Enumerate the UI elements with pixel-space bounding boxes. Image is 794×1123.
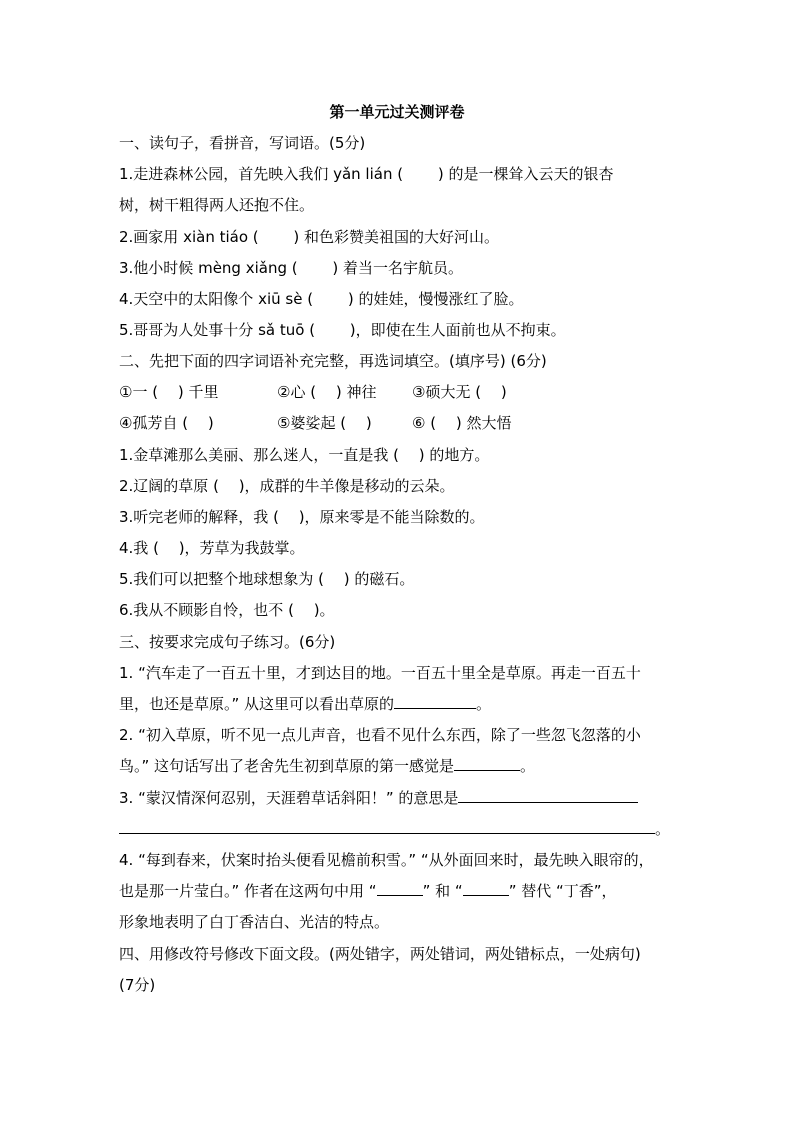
section3-q4-text-c: ” 替代 “丁香”，: [508, 882, 617, 900]
idiom-option-6: ⑥ ( ) 然大悟: [412, 414, 512, 432]
section3-q1-text: 里，也还是草原。” 从这里可以看出草原的: [119, 695, 395, 713]
section3-q2-line2: [119, 754, 535, 778]
section2-q4: 4.我 ( )，芳草为我鼓掌。: [119, 539, 305, 557]
section3-q3-end: 。: [655, 820, 671, 838]
section3-q3-text: 3. “蒙汉情深何忍别，天涯碧草话斜阳！” 的意思是: [119, 789, 459, 807]
section3-q4-line3: 形象地表明了白丁香洁白、光洁的特点。: [119, 913, 390, 931]
idiom-option-5: ⑤婆娑起 ( ): [277, 414, 372, 432]
idiom-options-row2: [119, 411, 511, 435]
section2-q6: 6.我从不顾影自怜，也不 ( )。: [119, 601, 335, 619]
section4-heading: 四、用修改符号修改下面文段。(两处错字，两处错词，两处错标点，一处病句): [119, 945, 641, 963]
section4-heading-line2: (7分): [119, 976, 156, 994]
section3-q1-end: 。: [476, 695, 492, 713]
section1-q4: 4.天空中的太阳像个 xiū sè ( ) 的娃娃，慢慢涨红了脸。: [119, 290, 524, 308]
section2-q5: 5.我们可以把整个地球想象为 ( ) 的磁石。: [119, 570, 415, 588]
answer-blank-long[interactable]: [119, 817, 655, 834]
section3-q4-text-b: ” 和 “: [422, 882, 463, 900]
answer-blank[interactable]: [394, 692, 476, 709]
section1-q1-line1: 1.走进森林公园，首先映入我们 yǎn lián ( ) 的是一棵耸入云天的银杏: [119, 165, 614, 183]
section3-q2-line1: 2. “初入草原，听不见一点儿声音，也看不见什么东西，除了一些忽飞忽落的小: [119, 726, 641, 744]
section3-heading: 三、按要求完成句子练习。(6分): [119, 633, 336, 651]
section2-q3: 3.听完老师的解释，我 ( )，原来零是不能当除数的。: [119, 508, 485, 526]
section2-q1: 1.金草滩那么美丽、那么迷人，一直是我 ( ) 的地方。: [119, 446, 490, 464]
section1-q5: 5.哥哥为人处事十分 sǎ tuō ( )，即使在生人面前也从不拘束。: [119, 321, 566, 339]
idiom-option-3: ③硕大无 ( ): [412, 383, 507, 401]
section1-q2: 2.画家用 xiàn tiáo ( ) 和色彩赞美祖国的大好河山。: [119, 228, 500, 246]
section1-q1-line2: 树，树干粗得两人还抱不住。: [119, 196, 315, 214]
idiom-option-2: ②心 ( ) 神往: [277, 383, 377, 401]
idiom-option-1: ①一 ( ) 千里: [119, 383, 219, 401]
section3-q4-line2: [119, 879, 617, 903]
section3-q2-text: 鸟。” 这句话写出了老舍先生初到草原的第一感觉是: [119, 757, 455, 775]
answer-blank[interactable]: [377, 879, 423, 896]
section3-q3-line1: [119, 786, 638, 810]
section3-q2-end: 。: [520, 757, 536, 775]
section3-q1-line1: 1. “汽车走了一百五十里，才到达目的地。一百五十里全是草原。再走一百五十: [119, 664, 641, 682]
section2-q2: 2.辽阔的草原 ( )，成群的牛羊像是移动的云朵。: [119, 477, 455, 495]
section3-q4-text-a: 也是那一片莹白。” 作者在这两句中用 “: [119, 882, 377, 900]
section2-heading: 二、先把下面的四字词语补充完整，再选词填空。(填序号) (6分): [119, 352, 547, 370]
answer-blank[interactable]: [458, 786, 638, 803]
page-title: 第一单元过关测评卷: [329, 103, 465, 121]
answer-blank[interactable]: [454, 754, 520, 771]
section3-q3-line2: [119, 817, 670, 841]
idiom-options-row1: [119, 380, 507, 404]
section3-q1-line2: [119, 692, 491, 716]
section1-heading: 一、读句子，看拼音，写词语。(5分): [119, 134, 366, 152]
answer-blank[interactable]: [463, 879, 509, 896]
section3-q4-line1: 4. “每到春来，伏案时抬头便看见檐前积雪。” “从外面回来时，最先映入眼帘的，: [119, 851, 654, 869]
section1-q3: 3.他小时候 mèng xiǎng ( ) 着当一名宇航员。: [119, 259, 463, 277]
idiom-option-4: ④孤芳自 ( ): [119, 414, 214, 432]
